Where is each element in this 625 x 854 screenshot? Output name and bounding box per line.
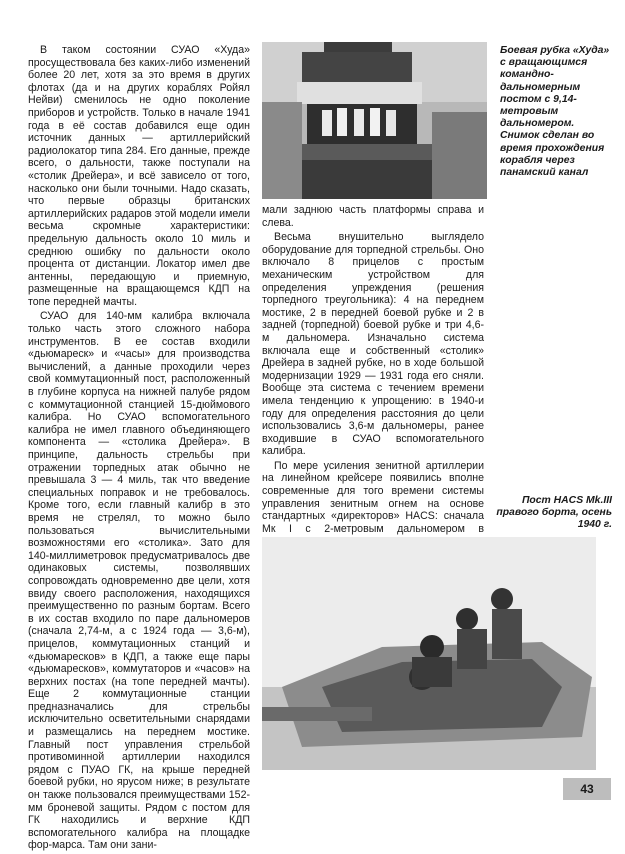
photo-hacs-director-image [262, 537, 596, 770]
photo-caption-bottom: Пост HACS Mk.III правого борта, осень 1940 г. [496, 495, 612, 531]
paragraph: мали заднюю часть платформы справа и слева. [262, 204, 484, 229]
photo-hood-conning-tower [262, 42, 487, 199]
paragraph: Весьма внушительно выглядело оборудование для торпедной стрельбы. Оно включало 8 прицелов с простым механическим устройством для определения упреждения (решения торпедного треугольника): 4 на переднем мостике, 2 в передней боевой рубке и 2 в задней (торпедной) боевой рубке и три 4,6-м дальномера. Изначально система включала еще и собственный «столик» Дрейера в задней рубке, но в ходе большой модернизации 1929 — 1931 года его сняли. Вообще эта система с течением времени имела тенденцию к упрощению: в 1940-и году для определения расстояния до цели использовались 3,6-м дальномеры, ранее входившие в СУАО вспомогательного калибра. [262, 231, 484, 458]
article-column-middle [262, 204, 484, 588]
article-column-left [28, 44, 250, 854]
photo-caption-top: Боевая рубка «Худа» с вращающимся командно-дальномерным постом с 9,14-метровым дальномером. Снимок сделан во время прохождения корабля через панамский канал [500, 45, 610, 179]
paragraph: В таком состоянии СУАО «Худа» просуществовала без каких-либо изменений более 20 лет, хотя за это время в других флотах (да и на других кораблях Ройял Нейви) сменилось не одно поколение приборов и устройств. Только в начале 1941 года в её состав добавился еще один источник данных — артиллерийский радиолокатор типа 284. Его данные, прежде всего, о дальности, также поступали на «столик Дрейера», и всё зависело от того, насколько они были точными. Надо сказать, что первые образцы британских артиллерийских радаров этой модели имели весьма скромные характеристики: предельную дальность около 10 миль и среднюю ошибку по дальности около процента от дистанции. Локатор имел две антенны, передающую и приемную, размещенные на вращающемся КДП на топе передней мачты. [28, 44, 250, 308]
photo-hacs-director [262, 537, 596, 770]
paragraph: По мере усиления зенитной артиллерии на линейном крейсере появились вполне современные для того времени системы управления зенитным огнем на основе стандартных «директоров» HACS: сначала Мк I с 2-метровым дальномером в [262, 459, 484, 535]
paragraph: СУАО для 140-мм калибра включала только часть этого сложного набора инструментов. В ее состав входили «дьюмареск» и «часы» для производства вычислений, а данные проходили через свой коммутационный пост, расположенный в глубине корпуса на нижней палубе рядом с коммутационной станцией 15-дюймового калибра. Но СУАО вспомогательного калибра не имел главного объединяющего компонента — «столика Дрейера». В принципе, дальность стрельбы при отражении торпедных атак обычно не превышала 3 — 4 миль, так что введение специальных поправок и не требовалось. Кроме того, если главный калибр в это время не стрелял, то можно было пользоваться вычислительными возможностями его «столика». Зато для 140-миллиметровок предусматривалось две одинаковых системы, позволявших сопровождать одновременно две цели, хотя ввиду своего расположения, находящихся преимущественно по разным бортам. Всего в их состав входило по паре дальномеров (сначала 2,74-м, а с 1924 года — 3,6-м), прицелов, коммутационных станций и «дьюмаресков» в КДП, а также еще пары «дьюмаресков», коммутаторов и «часов» на верхних постах (на топе передней мачты). Еще 2 коммутационные станции предназначались для стрельбы исключительно осветительными снарядами и размещались на переднем мостике. Главный пост управления стрельбой противоминной артиллерии находился рядом с ПУАО ГК, на крыше передней боевой рубки, но ярусом ниже; в результате он также пользовался преимуществами 152-мм броневой защиты. Рядом с постом для ГК находились и верхние КДП вспомогательного калибра на площадке фор-марса. Там они зани- [28, 310, 250, 852]
page-number: 43 [563, 778, 611, 800]
photo-hood-conning-tower-image [262, 42, 487, 199]
